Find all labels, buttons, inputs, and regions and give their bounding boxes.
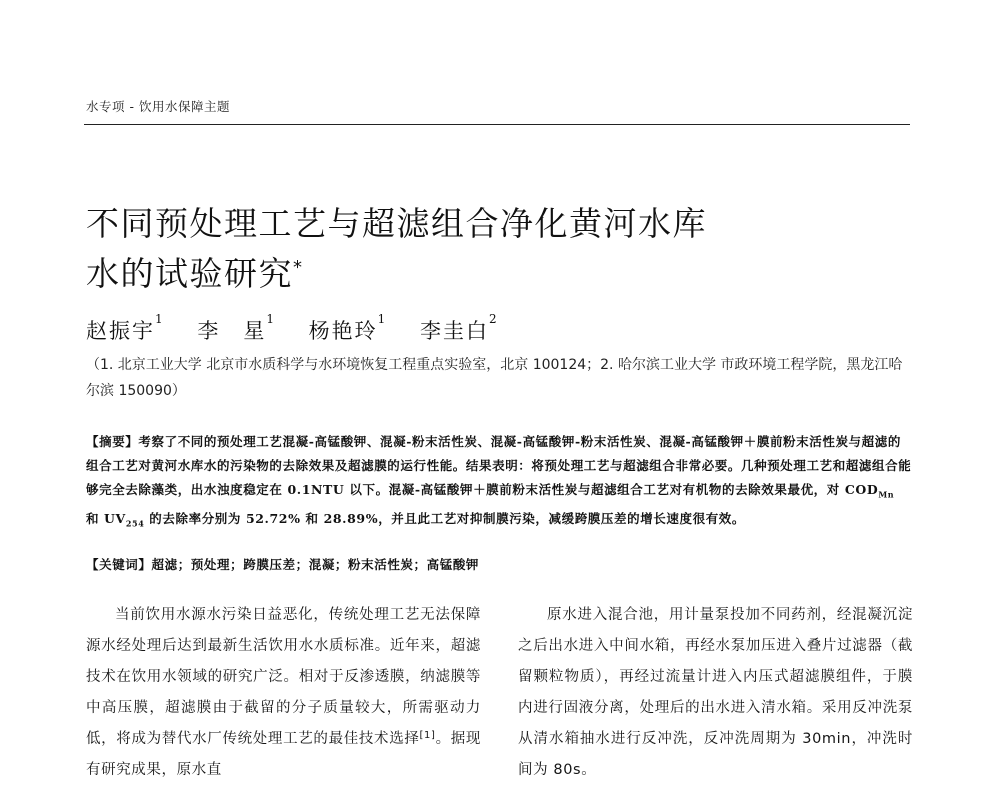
abstract-subscript-254: 254 (125, 518, 145, 528)
citation-ref[interactable]: [1] (419, 730, 436, 741)
author (86, 312, 165, 345)
running-head: 水专项 - 饮用水保障主题 (86, 99, 230, 114)
body-column-left (86, 600, 481, 786)
body-left-text: 当前饮用水源水污染日益恶化，传统处理工艺无法保障源水经处理后达到最新生活饮用水水质标准。近年来，超滤技术在饮用水领域的研究广泛。相对于反渗透膜，纳滤膜等中高压膜，超滤膜由于截留的分子质量较大，所需驱动力低，将成为替代水厂传统处理工艺的最佳技术选择 (86, 607, 481, 747)
author-affiliation-mark: 2 (488, 312, 499, 326)
title-line-1: 不同预处理工艺与超滤组合净化黄河水库 (86, 204, 707, 243)
abstract-subscript-mn: Mn (878, 489, 895, 500)
abstract-text-1: 考察了不同的预处理工艺混凝-高锰酸钾、混凝-粉末活性炭、混凝-高锰酸钾-粉末活性炭、混凝-高锰酸钾＋膜前粉末活性炭与超滤的组合工艺对黄河水库水的污染物的去除效果及超滤膜的运行性能。结果表明：将预处理工艺与超滤组合非常必要。几种预处理工艺和超滤组合能够完全去除藻类，出水浊度稳定在 0.1NTU 以下。混凝-高锰酸钾＋膜前粉末活性炭与超滤组合工艺对有机物的去除效果最优，对 COD (86, 434, 912, 497)
author-name: 李 星 (197, 319, 267, 343)
author (419, 312, 499, 345)
keywords-text: 超滤；预处理；跨膜压差；混凝；粉末活性炭；高锰酸钾 (151, 557, 480, 572)
body-left-text-cont: 。据现有研究成果，原水直 (86, 731, 481, 778)
body-column-right: 原水进入混合池，用计量泵投加不同药剂，经混凝沉淀之后出水进入中间水箱，再经水泵加压进入叠片过滤器（截留颗粒物质），再经过流量计进入内压式超滤膜组件，于膜内进行固液分离，处理后的出水进入清水箱。采用反冲洗泵从清水箱抽水进行反冲洗，反冲洗周期为 30min，冲洗时间为 80s。 (518, 607, 913, 778)
author-name: 杨艳玲 (308, 319, 378, 343)
keywords (86, 553, 912, 577)
header-rule (84, 124, 910, 125)
author-affiliation-mark: 1 (266, 312, 276, 326)
abstract-text-3: 的去除率分别为 52.72% 和 28.89%，并且此工艺对抑制膜污染，减缓跨膜压差的增长速度很有效。 (144, 510, 746, 526)
article-title (86, 199, 806, 299)
keywords-label: 【关键词】 (86, 557, 152, 572)
author-list (86, 312, 523, 345)
author-affiliation-mark: 1 (155, 312, 165, 326)
author-name: 李圭白 (419, 319, 489, 343)
author-name: 赵振宇 (86, 319, 155, 343)
abstract-label: 【摘要】 (86, 434, 139, 449)
author (197, 312, 276, 345)
author-affiliation-mark: 1 (377, 312, 388, 326)
title-line-2: 水的试验研究 (86, 254, 293, 293)
affiliations: （1. 北京工业大学 北京市水质科学与水环境恢复工程重点实验室，北京 100124；2. 哈尔滨工业大学 市政环境工程学院，黑龙江哈尔滨 150090） (86, 357, 903, 399)
author (308, 312, 388, 345)
abstract (86, 430, 912, 535)
abstract-text-2: 和 UV (86, 510, 126, 526)
title-footnote-mark: * (293, 257, 304, 278)
